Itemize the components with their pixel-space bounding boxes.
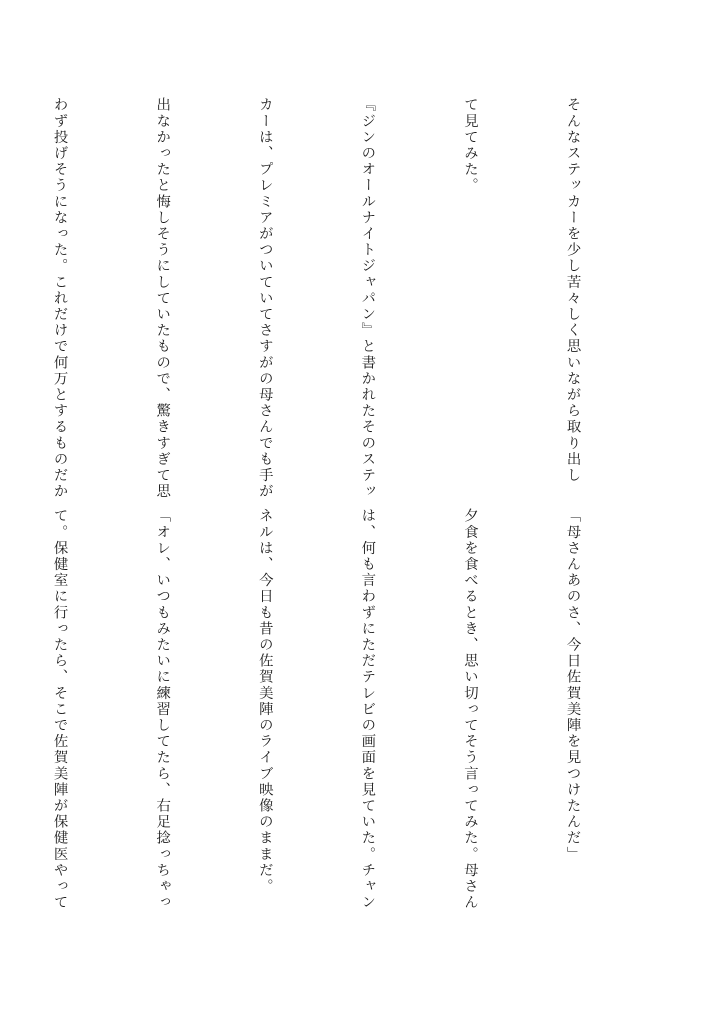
text-line: 「オレ、いつもみたいに練習してたら、右足捻っちゃっ [154,508,171,911]
text-line: て見てみた。 [461,97,478,194]
text-line: 『ジンのオールナイトジャパン』と書かれたそのステッ [359,97,376,500]
text-line: 夕食を食べるとき、思い切ってそう言ってみた。母さん [461,508,478,911]
text-line: 出なかったと悔しそうにしていたもので、驚きすぎて思 [154,97,171,500]
text-line: て。保健室に行ったら、そこで佐賀美陣が保健医やって [51,508,68,911]
text-block-upper [51,97,658,517]
text-line: ネルは、今日も昔の佐賀美陣のライブ映像のままだ。 [256,508,273,895]
text-line: そんなステッカーを少し苦々しく思いながら取り出し [564,97,581,484]
text-line: カーは、プレミアがついていてさすがの母さんでも手が [256,97,273,500]
text-line: わず投げそうになった。これだけで何万とするものだか [51,97,68,500]
text-line: は、何も言わずにただテレビの画面を見ていた。チャン [359,508,376,911]
text-line: 「母さんあのさ、今日佐賀美陣を見つけたんだ」 [564,508,581,863]
text-block-lower [51,508,658,928]
